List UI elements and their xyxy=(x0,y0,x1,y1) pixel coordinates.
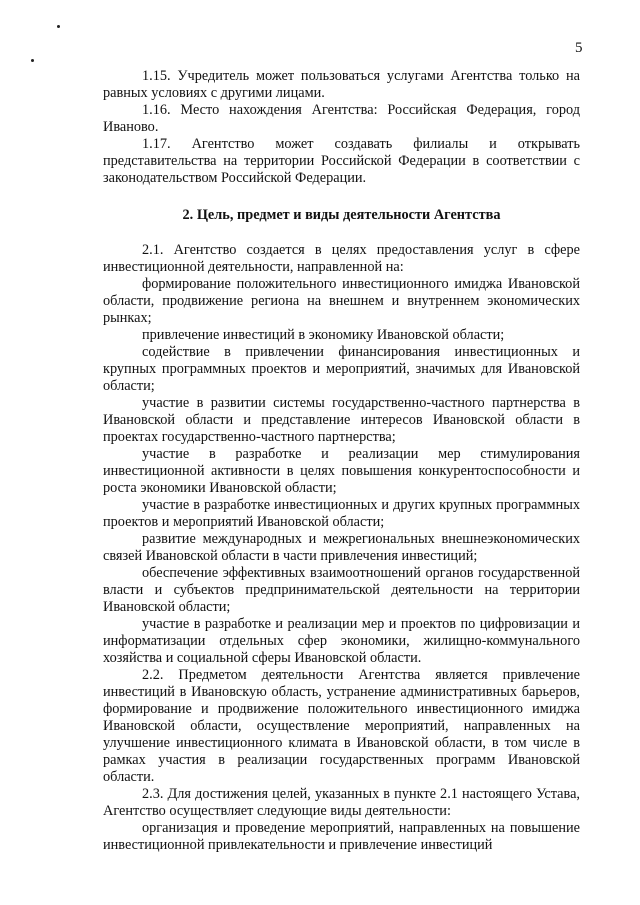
paragraph: обеспечение эффективных взаимоотношений органов государственной власти и субъектов предпринимательской деятельности на территории Ивановской области; xyxy=(103,565,580,615)
scan-dot xyxy=(31,59,34,62)
paragraph: участие в разработке и реализации мер и проектов по цифровизации и информатизации отдельных сфер экономики, жилищно-коммунального хозяйства и социальной сферы Ивановской области. xyxy=(103,616,580,666)
paragraph: участие в разработке инвестиционных и других крупных программных проектов и мероприятий Ивановской области; xyxy=(103,497,580,530)
scan-dot xyxy=(57,25,60,28)
paragraph: 2.3. Для достижения целей, указанных в пункте 2.1 настоящего Устава, Агентство осуществляет следующие виды деятельности: xyxy=(103,786,580,819)
paragraph: участие в развитии системы государственно-частного партнерства в Ивановской области и представление интересов Ивановской области в проектах государственно-частного партнерства; xyxy=(103,395,580,445)
paragraph: привлечение инвестиций в экономику Ивановской области; xyxy=(142,327,505,343)
paragraph: участие в разработке и реализации мер стимулирования инвестиционной активности в целях повышения конкурентоспособности и роста экономики Ивановской области; xyxy=(103,446,580,496)
document-body xyxy=(103,68,580,854)
paragraph: содействие в привлечении финансирования инвестиционных и крупных программных проектов и мероприятий, значимых для Ивановской области; xyxy=(103,344,580,394)
section-heading: 2. Цель, предмет и виды деятельности Агентства xyxy=(182,207,501,223)
paragraph: 2.2. Предметом деятельности Агентства является привлечение инвестиций в Ивановскую область, устранение административных барьеров, формирование и продвижение положительного инвестиционного имиджа Ивановской области, осуществление мероприятий, направленных на улучшение инвестиционного климата в Ивановской области, в том числе в рамках участия в реализации государственных программ Ивановской области. xyxy=(103,667,580,785)
paragraph: 1.17. Агентство может создавать филиалы и открывать представительства на территории Российской Федерации в соответствии с законодательством Российской Федерации. xyxy=(103,136,580,186)
paragraph: формирование положительного инвестиционного имиджа Ивановской области, продвижение региона на внешнем и внутреннем экономических рынках; xyxy=(103,276,580,326)
paragraph: 1.15. Учредитель может пользоваться услугами Агентства только на равных условиях с другими лицами. xyxy=(103,68,580,101)
paragraph: 1.16. Место нахождения Агентства: Российская Федерация, город Иваново. xyxy=(103,102,580,135)
paragraph: 2.1. Агентство создается в целях предоставления услуг в сфере инвестиционной деятельности, направленной на: xyxy=(103,242,580,275)
paragraph: развитие международных и межрегиональных внешнеэкономических связей Ивановской области в части привлечения инвестиций; xyxy=(103,531,580,564)
paragraph: организация и проведение мероприятий, направленных на повышение инвестиционной привлекательности и привлечение инвестиций xyxy=(103,820,580,853)
page-number: 5 xyxy=(575,40,583,56)
